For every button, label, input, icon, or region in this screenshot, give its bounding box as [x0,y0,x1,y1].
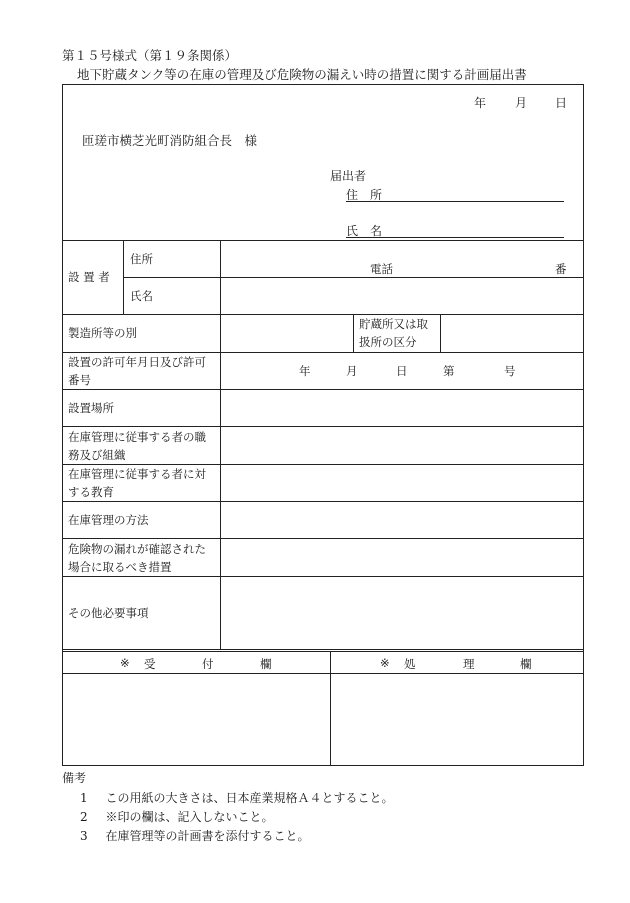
notifier-address-field[interactable] [346,201,564,202]
note-number: 1 [80,791,88,805]
reception-box [63,674,329,765]
notifier-name-field[interactable] [346,237,564,238]
form-number: 第１５号様式（第１９条関係） [62,48,238,63]
staff-org-label-2: 務及び組織 [68,448,126,462]
notifier-name-label: 氏 名 [346,224,383,238]
note-number: 3 [80,829,88,843]
notes-heading: 備考 [62,771,87,785]
method-label: 在庫管理の方法 [68,513,149,527]
processing-mark: ※ [380,656,390,670]
note-text: ※印の欄は、記入しないこと。 [105,810,274,824]
note-item [80,789,393,806]
reception-mark: ※ [120,656,130,670]
location-label: 設置場所 [68,401,114,415]
permit-year-label: 年 [299,364,311,378]
facility-category-field[interactable] [222,316,352,351]
notifier-label: 届出者 [330,169,367,183]
leak-measure-label-1: 危険物の漏れが確認された [68,542,206,556]
staff-org-label-1: 在庫管理に従事する者の職 [68,430,206,444]
staff-edu-label-2: する教育 [68,485,114,499]
staff-edu-label-1: 在庫管理に従事する者に対 [68,467,206,481]
date-month-label: 月 [515,96,528,110]
date-year-label: 年 [474,96,487,110]
permit-day-label: 日 [396,364,408,378]
processing-char-3: 欄 [520,657,532,671]
note-number: 2 [80,810,88,824]
storage-category-field[interactable] [442,316,582,351]
storage-category-label-1: 貯蔵所又は取 [359,317,428,331]
location-field[interactable] [222,391,582,425]
processing-char-1: 処 [404,657,416,671]
note-text: 在庫管理等の計画書を添付すること。 [105,829,310,843]
permit-number-suffix: 号 [504,364,516,378]
installer-address-label: 住所 [130,252,153,266]
reception-char-3: 欄 [260,657,272,671]
permit-month-label: 月 [346,364,358,378]
document-title: 地下貯蔵タンク等の在庫の管理及び危険物の漏えい時の措置に関する計画届出書 [77,67,527,82]
installer-label: 設 置 者 [68,270,110,284]
notifier-address-label: 住 所 [346,188,383,202]
note-item [80,827,309,844]
installer-name-field[interactable] [222,279,582,313]
permit-label-2: 番号 [68,373,91,387]
processing-box [331,674,583,765]
installer-name-label: 氏名 [130,289,153,303]
processing-header [330,656,584,672]
permit-number-prefix: 第 [443,364,455,378]
note-text: この用紙の大きさは、日本産業規格Ａ４とすること。 [105,791,394,805]
installer-phone-label: 電話 [370,262,393,276]
facility-category-label: 製造所等の別 [68,326,137,340]
storage-category-label-2: 扱所の区分 [359,335,417,349]
processing-char-2: 理 [463,657,475,671]
leak-measure-label-2: 場合に取るべき措置 [68,560,172,574]
date-day-label: 日 [555,96,568,110]
staff-org-field[interactable] [222,428,582,463]
method-field[interactable] [222,503,582,537]
permit-label-1: 設置の許可年月日及び許可 [68,355,206,369]
leak-measure-field[interactable] [222,540,582,575]
reception-header [62,656,330,672]
addressee: 匝瑳市横芝光町消防組合長 様 [82,133,258,148]
other-field[interactable] [222,578,582,648]
other-label: その他必要事項 [68,606,149,620]
installer-phone-suffix: 番 [555,262,567,276]
staff-edu-field[interactable] [222,466,582,500]
note-item [80,808,273,825]
reception-char-2: 付 [202,657,214,671]
reception-char-1: 受 [144,657,156,671]
installer-address-field[interactable] [222,242,582,276]
